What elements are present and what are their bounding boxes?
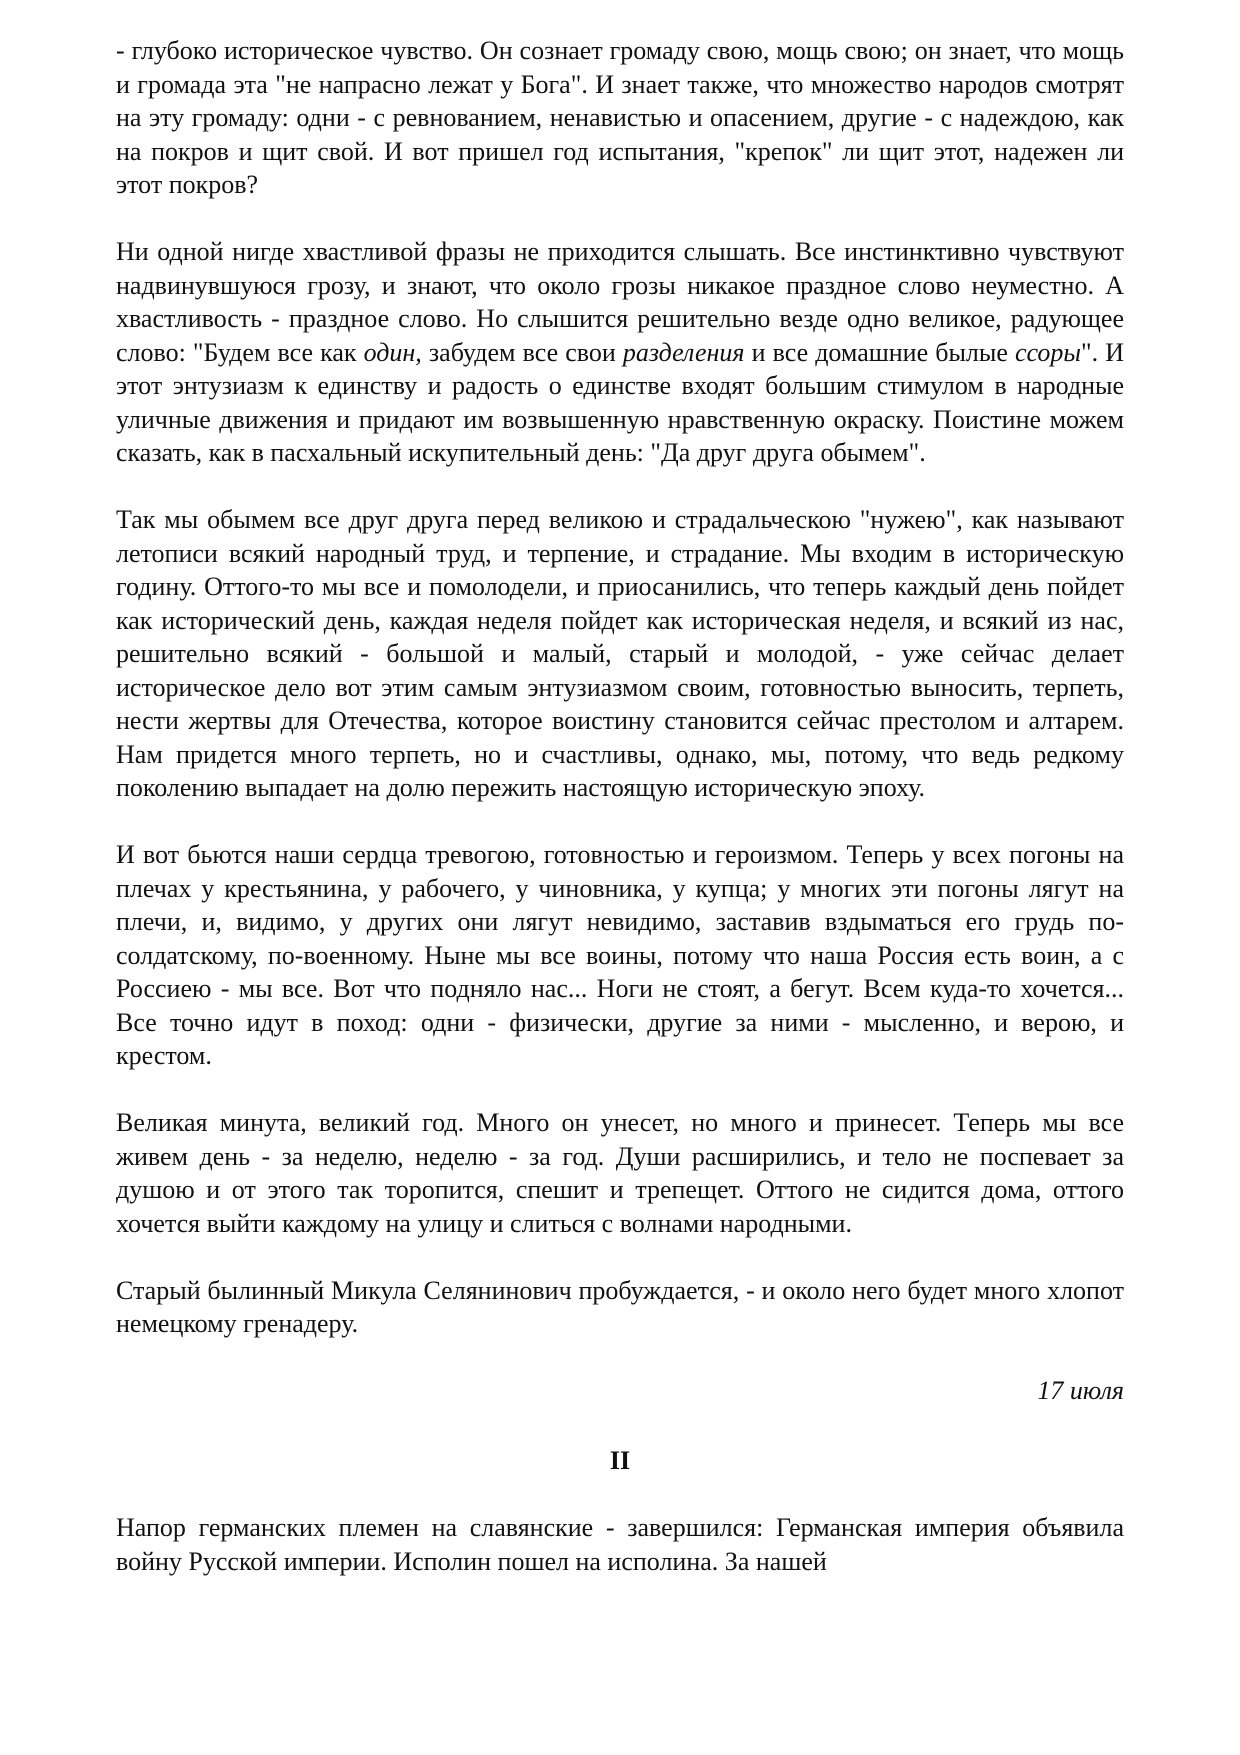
article-date: 17 июля: [1037, 1376, 1124, 1405]
text-segment: - глубоко историческое чувство. Он сознает громаду свою, мощь свою; он знает, что мощь и громада эта "не напрасно лежат у Бога". И знает также, что множество народов смотрят на эту громаду: одни - с ревнованием, ненавистью и опасением, другие - с надеждою, как на покров и щит свой. И вот пришел год испытания, "крепок" ли щит этот, надежен ли этот покров?: [116, 36, 1124, 199]
text-segment: Так мы обымем все друг друга перед великою и страдальческою "нужею", как называют летописи всякий народный труд, и терпение, и страдание. Мы входим в историческую годину. Оттого-то мы все и помолодели, и приосанились, что теперь каждый день пойдет как исторический день, каждая неделя пойдет как историческая неделя, и всякий из нас, решительно всякий - большой и малый, старый и молодой, - уже сейчас делает историческое дело вот этим самым энтузиазмом своим, готовностью выносить, терпеть, нести жертвы для Отечества, которое воистину становится сейчас престолом и алтарем. Нам придется много терпеть, но и счастливы, однако, мы, потому, что ведь редкому поколению выпадает на долю пережить настоящую историческую эпоху.: [116, 505, 1124, 802]
paragraph: [116, 1274, 1124, 1341]
text-segment: и все домашние былые: [744, 337, 1015, 367]
paragraph: [116, 1106, 1124, 1240]
paragraph: [116, 503, 1124, 805]
text-segment: Ни одной нигде хвастливой фразы не приходится слышать. Все инстинктивно чувствуют надвинувшуюся грозу, и знают, что около грозы никакое праздное слово неуместно. А хвастливость - праздное слово. Но слышится решительно везде одно великое, радующее слово: "Будем все как: [116, 237, 1124, 367]
italic-emphasis: разделения: [622, 337, 745, 367]
paragraph: [116, 838, 1124, 1073]
italic-emphasis: один,: [363, 337, 422, 367]
paragraph: [116, 235, 1124, 470]
text-segment: И вот бьются наши сердца тревогою, готовностью и героизмом. Теперь у всех погоны на плечах у крестьянина, у рабочего, у чиновника, у купца; у многих эти погоны лягут на плечи, и, видимо, у других они лягут невидимо, заставив вздыматься его грудь по-солдатскому, по-военному. Ныне мы все воины, потому что наша Россия есть воин, а с Россиею - мы все. Вот что подняло нас... Ноги не стоят, а бегут. Всем куда-то хочется... Все точно идут в поход: одни - физически, другие за ними - мысленно, и верою, и крестом.: [116, 840, 1124, 1070]
document-page: [116, 34, 1124, 1612]
text-segment: Старый былинный Микула Селянинович пробуждается, - и около него будет много хлопот немецкому гренадеру.: [116, 1275, 1124, 1338]
italic-emphasis: ссоры: [1014, 337, 1082, 367]
text-segment: ". И этот энтузиазм к единству и радость о единстве входят большим стимулом в народные уличные движения и придают им возвышенную нравственную окраску. Поистине можем сказать, как в пасхальный искупительный день: "Да друг друга обымем".: [116, 337, 1125, 467]
text-segment: забудем все свои: [421, 337, 623, 367]
final-paragraph: Напор германских племен на славянские - завершился: Германская империя объявила войну Русской империи. Исполин пошел на исполина. За нашей: [116, 1513, 1124, 1576]
section-heading: II: [609, 1445, 631, 1475]
body-text: [116, 34, 1124, 1341]
text-segment: Великая минута, великий год. Много он унесет, но много и принесет. Теперь мы все живем день - за неделю, неделю - за год. Души расширились, и тело не поспевает за душою и от этого так торопится, спешит и трепещет. Оттого не сидится дома, оттого хочется выйти каждому на улицу и слиться с волнами народными.: [116, 1108, 1124, 1238]
paragraph: [116, 34, 1124, 202]
